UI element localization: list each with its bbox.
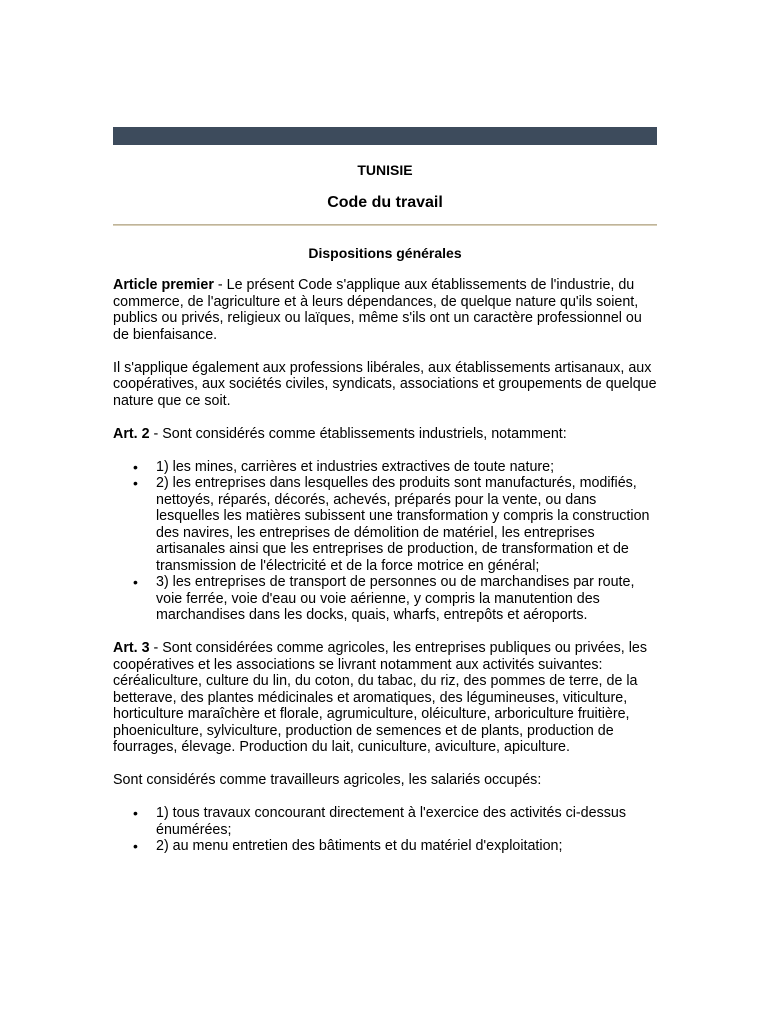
document-title: Code du travail [327, 194, 443, 211]
art3-list [113, 805, 657, 855]
list-item [133, 574, 657, 624]
title-divider [113, 224, 657, 226]
art2-paragraph [113, 426, 657, 443]
list-item-text: 1) les mines, carrières et industries extractives de toute nature; [156, 458, 555, 475]
bullet-icon: • [133, 475, 138, 491]
bullet-icon: • [133, 805, 138, 821]
country-heading: TUNISIE [357, 162, 413, 178]
art3-paragraph-2: Sont considérés comme travailleurs agricoles, les salariés occupés: [113, 772, 542, 788]
list-item-text: 2) au menu entretien des bâtiments et du matériel d'exploitation; [156, 838, 563, 854]
article-label: Art. 3 [113, 640, 150, 656]
list-item [133, 458, 657, 476]
article-label: Article premier [113, 277, 214, 293]
article-premier-paragraph-2: Il s'applique également aux professions libérales, aux établissements artisanaux, aux coopératives, aux sociétés civiles, syndicats, associations et groupements de quelque nature que ce soit. [113, 359, 657, 409]
list-item-text: 1) tous travaux concourant directement à l'exercice des activités ci-dessus énumérées; [156, 805, 626, 838]
art2-list [113, 459, 657, 624]
header-bar [113, 127, 657, 145]
list-item [133, 475, 657, 574]
art3-paragraph [113, 640, 657, 756]
bullet-icon: • [133, 838, 138, 854]
bullet-icon: • [133, 458, 138, 475]
article-text: - Le présent Code s'applique aux établissements de l'industrie, du commerce, de l'agriculture et à leurs dépendances, de quelque nature qu'ils soient, publics ou privés, religieux ou laïques, même s'ils ont un caractère professionnel ou de bienfaisance. [113, 277, 642, 343]
list-item-text: 3) les entreprises de transport de personnes ou de marchandises par route, voie ferrée, voie d'eau ou voie aérienne, y compris la manutention des marchandises dans les docks, quais, wharfs, entrepôts et aéroports. [156, 574, 635, 623]
article-text: - Sont considérées comme agricoles, les entreprises publiques ou privées, les coopératives et les associations se livrant notamment aux activités suivantes: céréaliculture, culture du lin, du coton, du tabac, du riz, des pommes de terre, de la betterave, des plantes médicinales et aromatiques, des légumineuses, viticulture, horticulture maraîchère et florale, agrumiculture, oléiculture, arboriculture fruitière, phoeniculture, sylviculture, production de semences et de plants, production de fourrages, élevage. Production du lait, cuniculture, aviculture, apiculture. [113, 640, 648, 755]
document-page [113, 127, 657, 855]
article-premier-paragraph [113, 277, 657, 343]
article-text: - Sont considérés comme établissements industriels, notamment: [149, 425, 567, 442]
list-item [133, 805, 657, 838]
list-item [133, 838, 657, 855]
bullet-icon: • [133, 574, 138, 590]
list-item-text: 2) les entreprises dans lesquelles des produits sont manufacturés, modifiés, nettoyés, réparés, décorés, achevés, préparés pour la vente, ou dans lesquelles les matières subissent une transformation y compris la construction des navires, les entreprises de démolition de matériel, les entreprises artisanales ainsi que les entreprises de production, de transformation et de transmission de l'électricité et de la force motrice en général; [156, 475, 650, 574]
article-label: Art. 2 [113, 425, 150, 442]
section-heading: Dispositions générales [308, 245, 462, 261]
